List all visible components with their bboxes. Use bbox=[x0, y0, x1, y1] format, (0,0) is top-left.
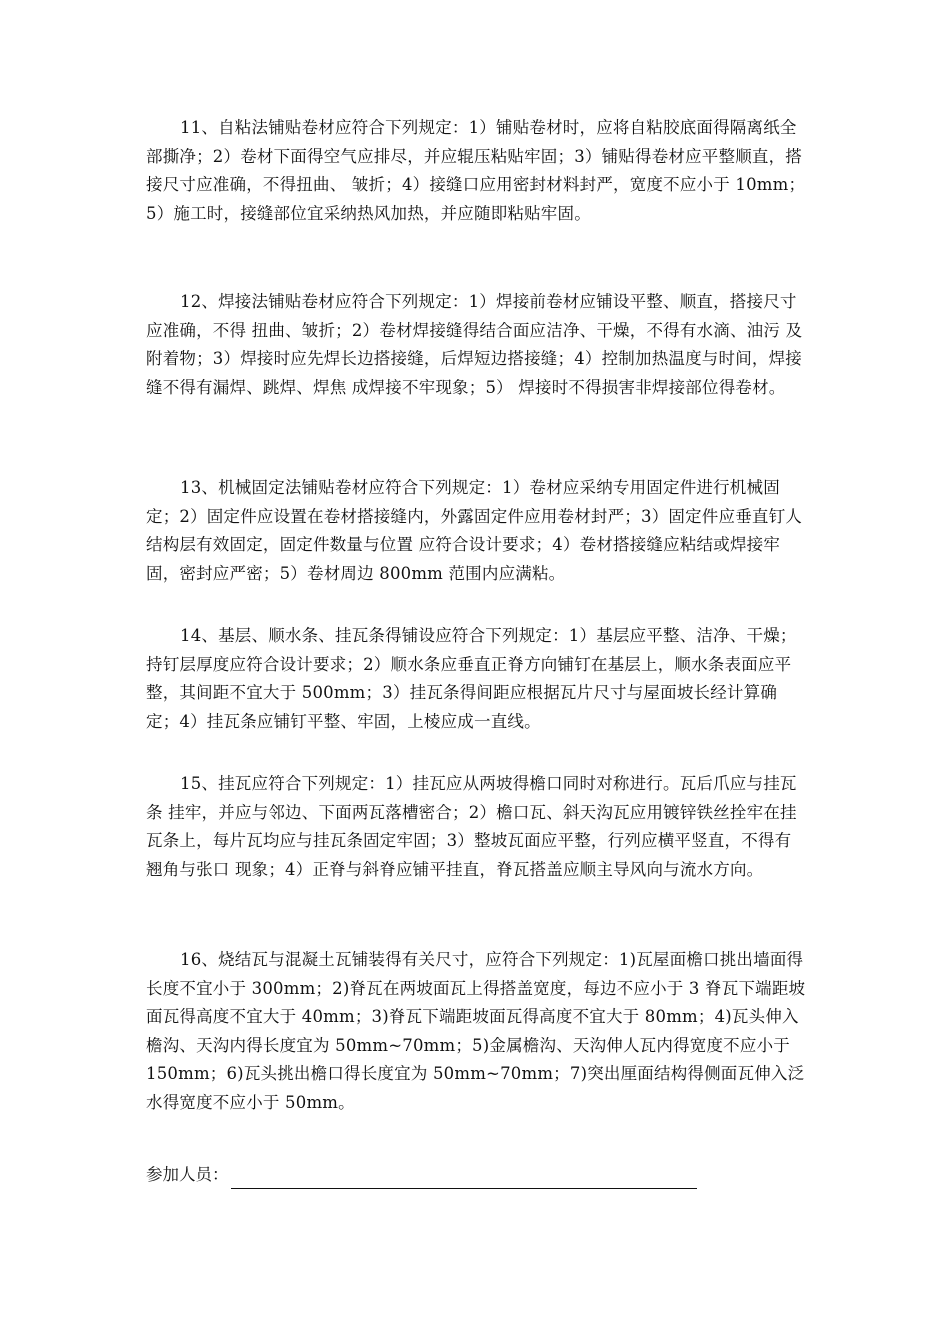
clause-11: 11、自粘法铺贴卷材应符合下列规定：1）铺贴卷材时，应将自粘胶底面得隔离纸全部撕净；2）卷材下面得空气应排尽，并应辊压粘贴牢固；3）铺贴得卷材应平整顺直，搭接尺寸应准确，不得扭曲、 皱折；4）接缝口应用密封材料封严，宽度不应小于 10mm；5）施工时，接缝部位宜采纳热风加热，并应随即粘贴牢固。 bbox=[146, 118, 806, 223]
participants-label: 参加人员： bbox=[146, 1165, 229, 1184]
participants-row bbox=[146, 1161, 697, 1189]
clause-13: 13、机械固定法铺贴卷材应符合下列规定：1）卷材应采纳专用固定件进行机械固定；2）固定件应设置在卷材搭接缝内，外露固定件应用卷材封严；3）固定件应垂直钉人结构层有效固定，固定件数量与位置 应符合设计要求；4）卷材搭接缝应粘结或焊接牢固，密封应严密；5）卷材周边 800mm 范围内应满粘。 bbox=[146, 478, 802, 583]
clause-15: 15、挂瓦应符合下列规定：1）挂瓦应从两坡得檐口同时对称进行。瓦后爪应与挂瓦条 挂牢，并应与邻边、下面两瓦落槽密合；2）檐口瓦、斜天沟瓦应用镀锌铁丝拴牢在挂瓦条上，每片瓦均应与挂瓦条固定牢固；3）整坡瓦面应平整，行列应横平竖直，不得有翘角与张口 现象；4）正脊与斜脊应铺平挂直，脊瓦搭盖应顺主导风向与流水方向。 bbox=[146, 774, 797, 879]
clause-12: 12、焊接法铺贴卷材应符合下列规定：1）焊接前卷材应铺设平整、顺直，搭接尺寸应准确，不得 扭曲、皱折；2）卷材焊接缝得结合面应洁净、干燥，不得有水滴、油污 及附着物；3）焊接时应先焊长边搭接缝，后焊短边搭接缝；4）控制加热温度与时间，焊接缝不得有漏焊、跳焊、焊焦 成焊接不牢现象；5） 焊接时不得损害非焊接部位得卷材。 bbox=[146, 292, 803, 397]
participants-signature-line[interactable] bbox=[231, 1166, 697, 1189]
clause-16: 16、烧结瓦与混凝土瓦铺装得有关尺寸，应符合下列规定：1)瓦屋面檐口挑出墙面得长度不宜小于 300mm；2)脊瓦在两坡面瓦上得搭盖宽度，每边不应小于 3 脊瓦下端距坡面瓦得高度不宜大于 40mm；3)脊瓦下端距坡面瓦得高度不宜大于 80mm；4)瓦头伸入檐沟、天沟内得长度宜为 50mm~70mm；5)金属檐沟、天沟伸人瓦内得宽度不应小于 150mm；6)瓦头挑出檐口得长度宜为 50mm~70mm；7)突出厘面结构得侧面瓦伸入泛水得宽度不应小于 50mm。 bbox=[146, 950, 806, 1112]
clause-14: 14、基层、顺水条、挂瓦条得铺设应符合下列规定：1）基层应平整、洁净、干燥；持钉层厚度应符合设计要求；2）顺水条应垂直正脊方向铺钉在基层上，顺水条表面应平整，其间距不宜大于 500mm；3）挂瓦条得间距应根据瓦片尺寸与屋面坡长经计算确定；4）挂瓦条应铺钉平整、牢固，上棱应成一直线。 bbox=[146, 626, 797, 731]
